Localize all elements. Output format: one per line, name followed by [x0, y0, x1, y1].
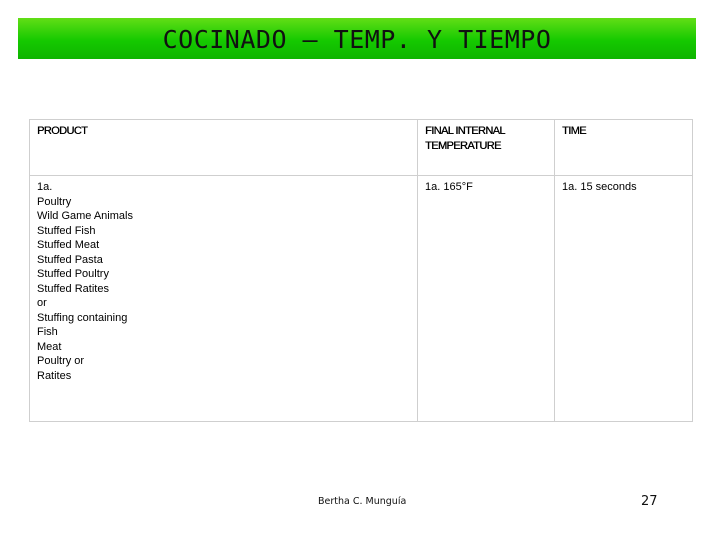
time-cell — [555, 176, 693, 422]
product-item: Wild Game Animals — [37, 210, 133, 222]
product-item: Ratites — [37, 369, 72, 382]
header-time-label: TIME — [562, 125, 586, 137]
cooking-table — [29, 119, 693, 422]
product-item: Stuffed Pasta — [37, 253, 103, 266]
product-item: Poultry — [37, 195, 72, 208]
footer-author: Bertha C. Munguía — [318, 496, 407, 507]
product-cell — [30, 176, 418, 422]
slide-title: COCINADO – TEMP. Y TIEMPO — [162, 25, 552, 54]
title-bar — [18, 18, 696, 59]
product-item: Stuffing containing — [37, 311, 128, 324]
page-number: 27 — [641, 494, 658, 509]
header-temperature-label: FINAL INTERNAL TEMPERATURE — [425, 125, 505, 152]
product-item: Stuffed Ratites — [37, 282, 109, 295]
product-item: Poultry or — [37, 355, 85, 367]
table-header-row — [30, 120, 693, 176]
temperature-value: 1a. 165°F — [425, 181, 473, 193]
header-temperature — [418, 120, 555, 176]
temperature-cell — [418, 176, 555, 422]
product-item: or — [37, 297, 47, 309]
header-time — [555, 120, 693, 176]
product-item: Stuffed Fish — [37, 224, 96, 237]
product-item: Stuffed Poultry — [37, 268, 109, 280]
time-value: 1a. 15 seconds — [562, 181, 637, 193]
product-item: 1a. — [37, 181, 53, 193]
product-item: Meat — [37, 340, 62, 353]
product-item: Stuffed Meat — [37, 239, 100, 251]
header-product — [30, 120, 418, 176]
product-item: Fish — [37, 326, 58, 338]
header-product-label: PRODUCT — [37, 125, 88, 137]
table-row — [30, 176, 693, 422]
